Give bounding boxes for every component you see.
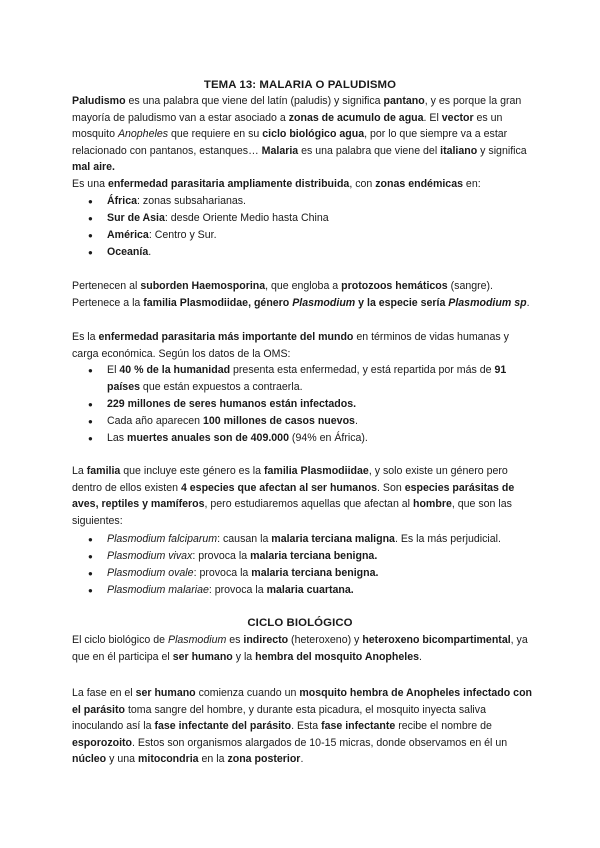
text-run: ser humano: [172, 650, 233, 663]
text-run: familia Plasmodiidae: [264, 465, 369, 477]
text-run: América: [107, 229, 149, 242]
text-run: es una palabra que viene del latín (paludis) y significa: [125, 95, 384, 107]
text-run: .: [148, 246, 152, 259]
list-item: [72, 227, 534, 244]
text-run: Anopheles: [117, 128, 169, 141]
text-run: 91 países: [107, 364, 507, 394]
text-run: : desde Oriente Medio hasta China: [164, 212, 329, 225]
endemic-zones-list: [72, 193, 534, 261]
text-run: .: [526, 296, 530, 309]
text-run: El ciclo biológico de: [72, 634, 168, 646]
text-run: ciclo biológico agua: [262, 128, 365, 141]
text-run: : causan la: [217, 533, 272, 545]
list-item: [72, 548, 534, 565]
text-run: zona posterior: [227, 753, 301, 766]
text-run: familia Plasmodiidae, género: [143, 296, 293, 309]
text-run: , ya que en él participa el: [72, 634, 528, 663]
list-item: [72, 565, 534, 582]
text-run: hombre: [412, 498, 452, 511]
text-run: es un mosquito: [72, 111, 503, 141]
intro-paragraph: [72, 93, 534, 176]
text-run: 229 millones de seres humanos están infectados.: [107, 398, 357, 411]
text-run: en términos de vidas humanas y carga económica. Según los datos de la OMS:: [72, 331, 509, 360]
section-heading: CICLO BIOLÓGICO: [247, 617, 353, 629]
text-run: .: [418, 650, 422, 663]
text-run: . Estos son organismos alargados de 10-15 micras, donde observamos en él un: [132, 736, 508, 749]
who-data-list: [72, 362, 534, 447]
text-run: malaria terciana maligna: [271, 533, 395, 545]
page-title: TEMA 13: MALARIA O PALUDISMO: [203, 79, 397, 91]
text-run: fase infectante: [321, 720, 396, 733]
text-run: Plasmodium: [168, 634, 227, 646]
list-item: [72, 210, 534, 227]
text-run: : provoca la: [193, 567, 252, 580]
text-run: África: [107, 195, 138, 207]
text-run: Es una: [72, 178, 108, 190]
text-run: Cada año aparecen: [107, 415, 204, 428]
text-run: ser humano: [135, 687, 196, 699]
list-item: [72, 193, 534, 210]
text-run: comienza cuando un: [195, 687, 300, 699]
text-run: esporozoito: [72, 736, 133, 749]
text-run: (sangre). Pertenece a la: [72, 280, 494, 309]
text-run: Plasmodium: [292, 296, 356, 309]
text-run: , con: [349, 178, 376, 190]
text-run: .: [354, 415, 358, 428]
text-run: enfermedad parasitaria ampliamente distribuida: [107, 178, 350, 190]
text-run: . El: [423, 111, 442, 124]
text-run: (94% en África).: [288, 432, 368, 445]
text-run: malaria cuartana.: [266, 584, 354, 597]
text-run: enfermedad parasitaria más importante del mundo: [98, 331, 354, 343]
text-run: : provoca la: [192, 550, 251, 563]
text-run: protozoos hemáticos: [341, 280, 448, 292]
text-run: y significa: [477, 144, 527, 157]
text-run: El: [107, 364, 120, 376]
cycle-paragraph: [72, 632, 534, 665]
text-run: Plasmodium ovale: [107, 567, 194, 580]
human-phase-paragraph: [72, 685, 534, 768]
text-run: y la: [232, 650, 256, 663]
text-run: que requiere en su: [168, 128, 263, 141]
text-run: 40 % de la humanidad: [119, 364, 231, 376]
text-run: : Centro y Sur.: [148, 229, 217, 242]
species-list: [72, 531, 534, 599]
list-item: [72, 362, 534, 396]
text-run: pantano: [383, 95, 425, 107]
text-run: Plasmodium malariae: [107, 584, 209, 597]
text-run: Plasmodium falciparum: [107, 533, 218, 545]
list-item: [72, 582, 534, 599]
text-run: , y es porque la gran mayoría de paludismo van a estar asociado a: [72, 95, 522, 124]
distribution-intro: [72, 176, 534, 193]
text-run: muertes anuales son de 409.000: [127, 432, 289, 445]
text-run: . Esta: [291, 720, 322, 733]
text-run: . Son: [377, 481, 405, 494]
text-run: , y solo existe un género pero dentro de ellos existen: [72, 465, 508, 494]
list-item: [72, 413, 534, 430]
text-run: especies parásitas de aves, reptiles y mamíferos: [72, 481, 515, 511]
text-run: es una palabra que viene del: [298, 144, 441, 157]
text-run: núcleo: [72, 753, 107, 766]
text-run: 4 especies que afectan al ser humanos: [180, 481, 378, 494]
list-item: [72, 396, 534, 413]
text-run: indirecto: [243, 634, 289, 646]
text-run: hembra del mosquito Anopheles: [255, 650, 419, 663]
text-run: fase infectante del parásito: [154, 720, 292, 733]
list-item: [72, 531, 534, 548]
species-intro-paragraph: [72, 463, 534, 529]
text-run: (heteroxeno) y: [288, 634, 363, 646]
text-run: presenta esta enfermedad, y está repartida por más de: [230, 364, 495, 376]
text-run: : zonas subsaharianas.: [137, 195, 246, 207]
text-run: La: [72, 465, 87, 477]
text-run: mitocondria: [137, 753, 199, 766]
text-run: mal aire.: [72, 161, 115, 174]
text-run: , que son las siguientes:: [72, 498, 512, 527]
text-run: La fase en el: [72, 687, 136, 699]
text-run: : provoca la: [208, 584, 267, 597]
text-run: Pertenecen al: [72, 280, 141, 292]
text-run: .: [300, 753, 304, 766]
list-item: [72, 430, 534, 447]
text-run: en la: [198, 753, 228, 766]
text-run: en:: [462, 178, 481, 190]
text-run: , por lo que siempre va a estar relacionado con pantanos, estanques…: [72, 128, 508, 157]
text-run: es: [226, 634, 244, 646]
taxonomy-paragraph: [72, 278, 534, 311]
text-run: toma sangre del hombre, y durante esta picadura, el mosquito inyecta saliva inoculando así la: [72, 703, 486, 733]
importance-paragraph: [72, 329, 534, 362]
text-run: que incluye este género es la: [120, 465, 264, 477]
text-run: italiano: [440, 144, 478, 157]
text-run: vector: [441, 111, 474, 124]
text-run: malaria terciana benigna.: [251, 567, 379, 580]
text-run: y una: [106, 753, 138, 766]
text-run: suborden Haemosporina: [140, 280, 266, 292]
text-run: Plasmodium vivax: [107, 550, 193, 563]
text-run: zonas endémicas: [375, 178, 463, 190]
text-run: Sur de Asia: [107, 212, 165, 225]
text-run: . Es la más perjudicial.: [394, 533, 501, 545]
text-run: heteroxeno bicompartimental: [362, 634, 511, 646]
text-run: recibe el nombre de: [395, 720, 492, 733]
text-run: y la especie sería: [355, 296, 449, 309]
text-run: mosquito hembra de Anopheles infectado con el parásito: [72, 687, 533, 716]
text-run: Paludismo: [72, 95, 126, 107]
text-run: 100 millones de casos nuevos: [203, 415, 355, 428]
text-run: Plasmodium sp: [448, 296, 527, 309]
text-run: Oceanía: [107, 246, 149, 259]
text-run: , pero estudiaremos aquellas que afectan al: [204, 498, 413, 511]
text-run: que están expuestos a contraerla.: [139, 381, 303, 394]
text-run: zonas de acumulo de agua: [288, 111, 424, 124]
text-run: Las: [107, 432, 128, 445]
text-run: malaria terciana benigna.: [250, 550, 378, 563]
list-item: [72, 244, 534, 261]
text-run: Malaria: [261, 144, 299, 157]
text-run: familia: [86, 465, 121, 477]
text-run: Es la: [72, 331, 99, 343]
text-run: , que engloba a: [265, 280, 342, 292]
